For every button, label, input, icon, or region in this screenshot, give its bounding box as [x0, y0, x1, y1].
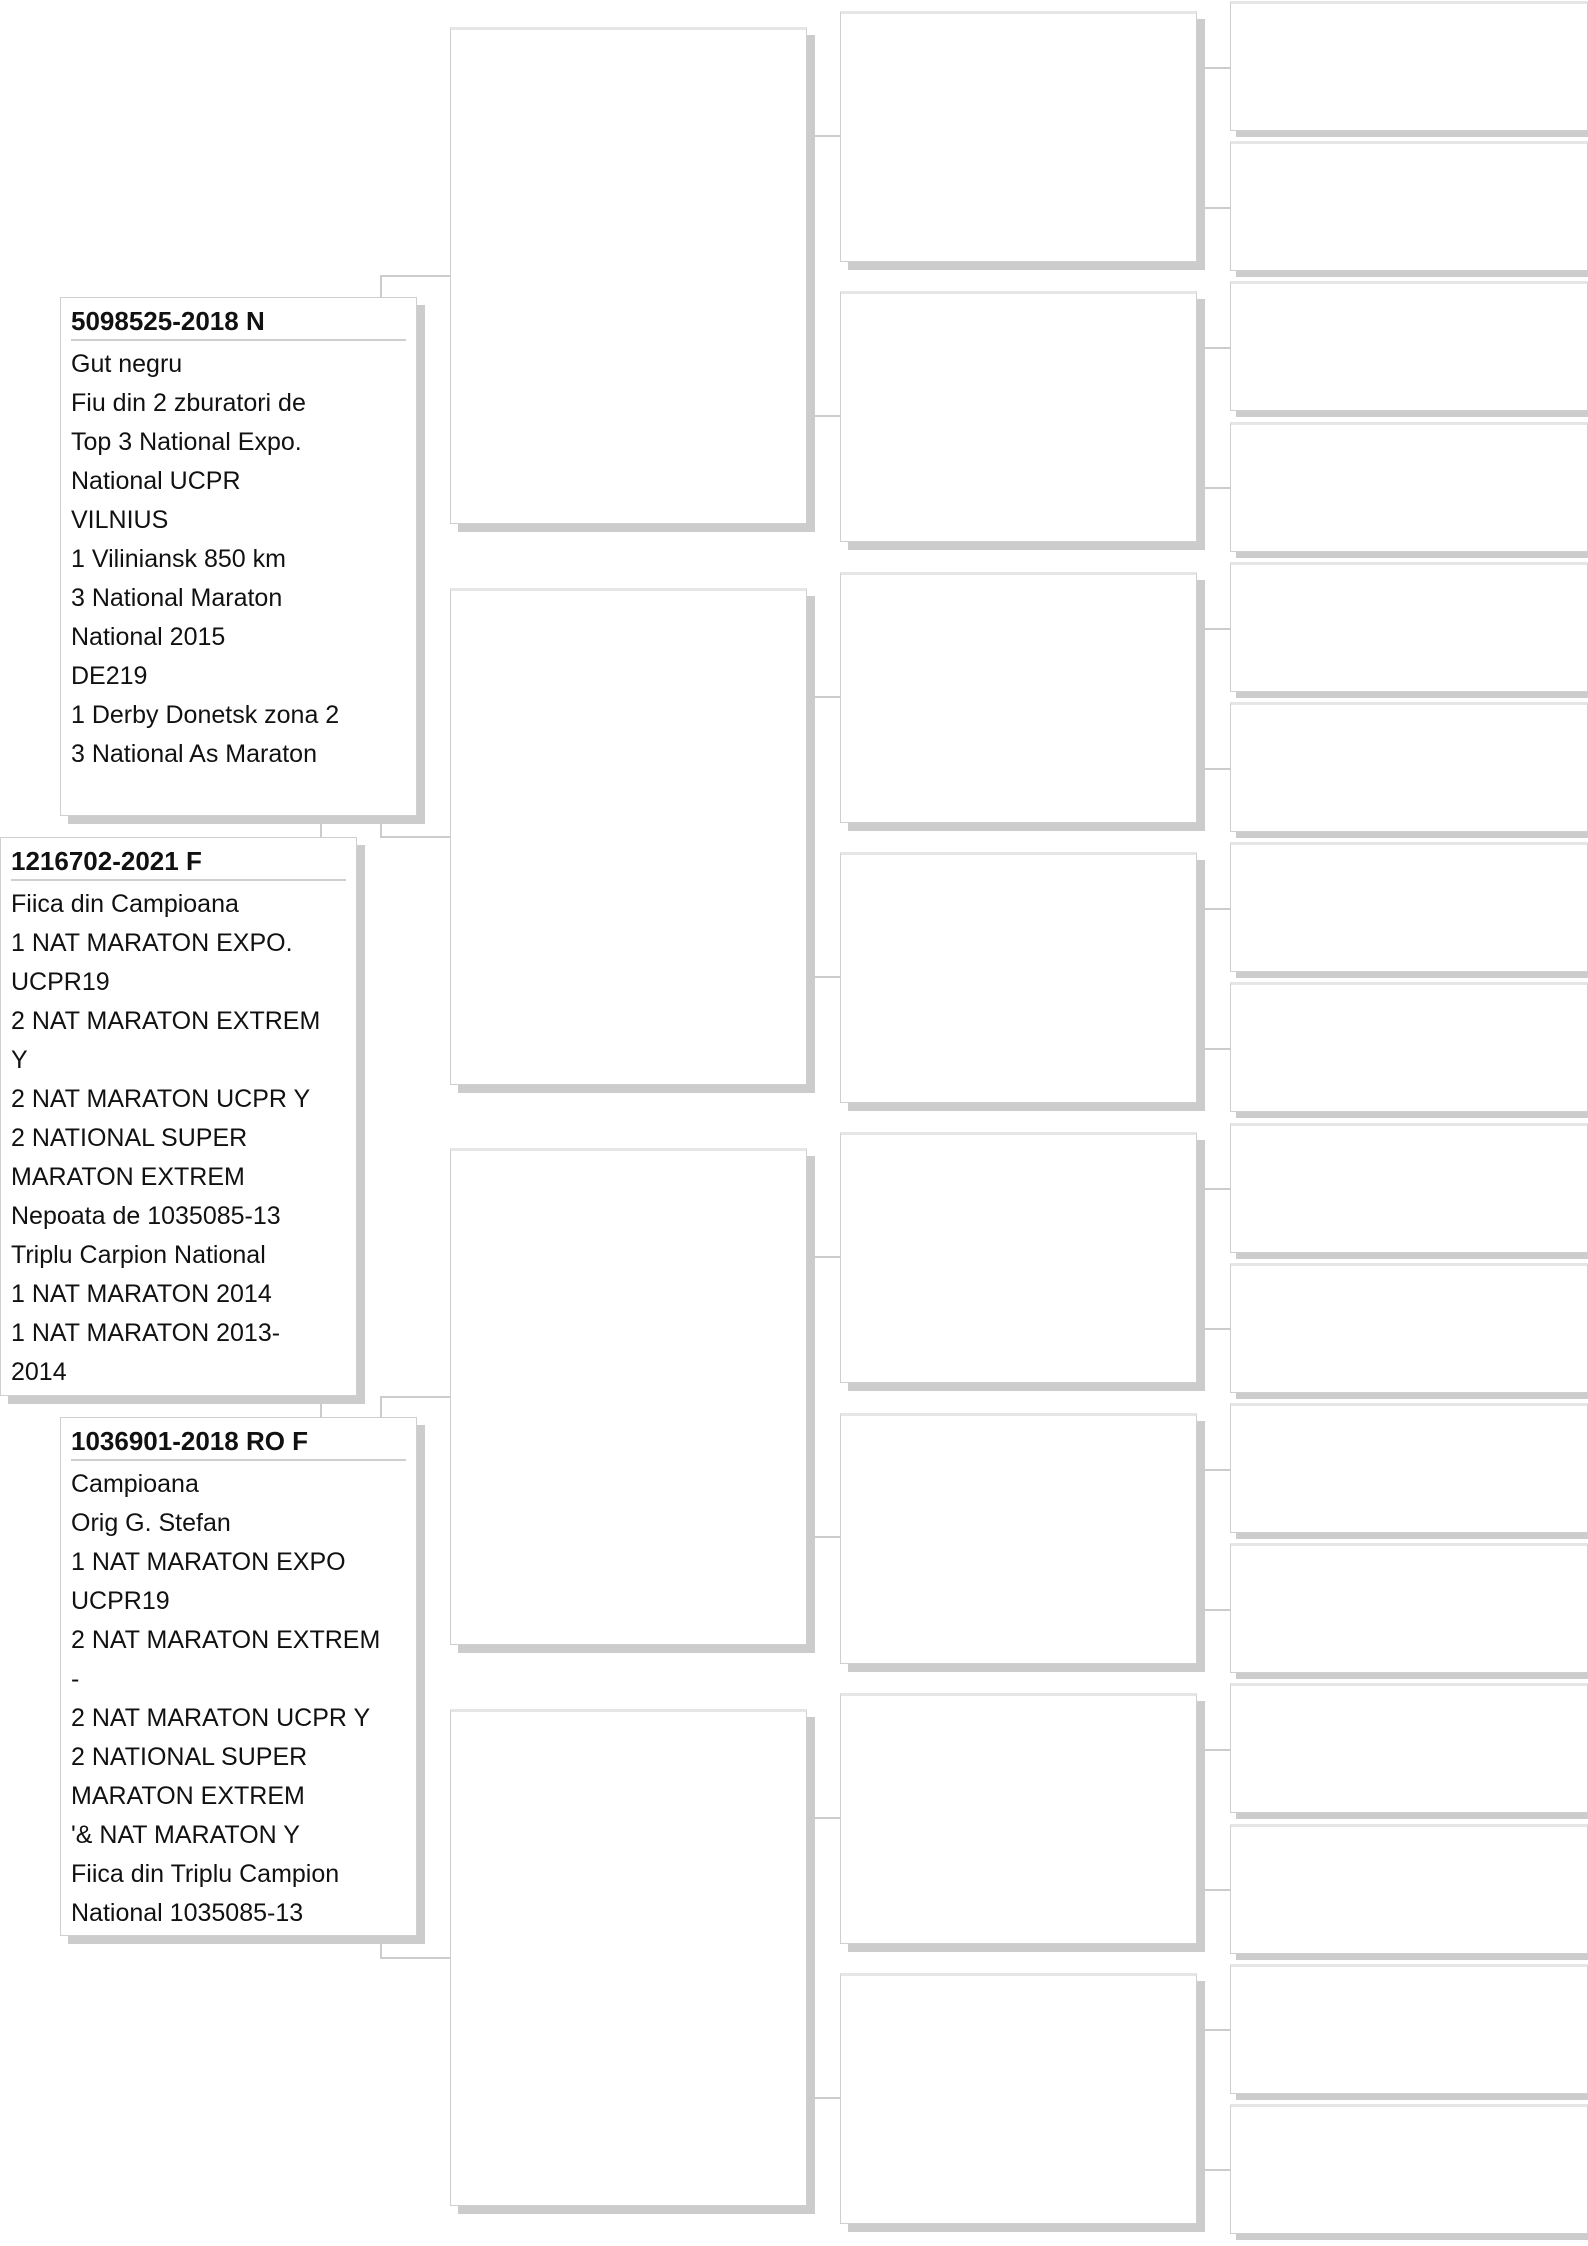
dam-note: -	[71, 1665, 80, 1693]
dam-notes	[71, 1465, 406, 1933]
subject-note: 2 NATIONAL SUPER	[11, 1124, 248, 1152]
connector-line	[380, 836, 450, 838]
great-great-grandparent-card-empty	[1230, 281, 1588, 411]
connector-line	[1198, 1328, 1230, 1330]
connector-line	[1198, 1609, 1230, 1611]
subject-note: 2 NAT MARATON EXTREM	[11, 1007, 321, 1035]
connector-line	[808, 415, 840, 417]
great-grandparent-card-empty	[840, 852, 1197, 1103]
dam-note: 2 NATIONAL SUPER	[71, 1743, 308, 1771]
dam-note: MARATON EXTREM	[71, 1782, 305, 1810]
dam-ring-number: 1036901-2018 RO F	[71, 1424, 406, 1461]
great-great-grandparent-card-empty	[1230, 1683, 1588, 1813]
connector-line	[808, 1536, 840, 1538]
subject-card[interactable]	[0, 837, 357, 1396]
dam-note: 2 NAT MARATON UCPR Y	[71, 1704, 371, 1732]
sire-note: National 2015	[71, 623, 226, 651]
connector-line	[380, 1957, 450, 1959]
sire-ring-number: 5098525-2018 N	[71, 304, 406, 341]
great-great-grandparent-card-empty	[1230, 1824, 1588, 1954]
grandparent-card-empty	[450, 1709, 807, 2206]
subject-note: 1 NAT MARATON 2013-	[11, 1319, 281, 1347]
connector-line	[1198, 2169, 1230, 2171]
subject-note: 1 NAT MARATON EXPO.	[11, 929, 293, 957]
great-great-grandparent-card-empty	[1230, 141, 1588, 271]
great-grandparent-card-empty	[840, 1973, 1197, 2224]
great-great-grandparent-card-empty	[1230, 422, 1588, 552]
grandparent-card-empty	[450, 1148, 807, 1645]
great-grandparent-card-empty	[840, 572, 1197, 823]
dam-note: Orig G. Stefan	[71, 1509, 231, 1537]
connector-line	[808, 1256, 840, 1258]
subject-note: Y	[11, 1046, 28, 1074]
great-great-grandparent-card-empty	[1230, 702, 1588, 832]
sire-note: DE219	[71, 662, 148, 690]
subject-note: MARATON EXTREM	[11, 1163, 245, 1191]
subject-note: UCPR19	[11, 968, 110, 996]
subject-note: Fiica din Campioana	[11, 890, 239, 918]
sire-note: 3 National As Maraton	[71, 740, 317, 768]
subject-note: Triplu Carpion National	[11, 1241, 266, 1269]
subject-note: 2 NAT MARATON UCPR Y	[11, 1085, 311, 1113]
connector-line	[1198, 1469, 1230, 1471]
connector-line	[320, 1396, 322, 1417]
connector-line	[1198, 67, 1230, 69]
dam-note: UCPR19	[71, 1587, 170, 1615]
sire-notes	[71, 345, 406, 774]
dam-card[interactable]	[60, 1417, 417, 1936]
connector-line	[808, 696, 840, 698]
connector-line	[808, 2097, 840, 2099]
great-great-grandparent-card-empty	[1230, 1, 1588, 131]
grandparent-card-empty	[450, 27, 807, 524]
sire-note: Top 3 National Expo.	[71, 428, 302, 456]
great-great-grandparent-card-empty	[1230, 1263, 1588, 1393]
subject-notes	[11, 885, 346, 1392]
great-great-grandparent-card-empty	[1230, 842, 1588, 972]
great-great-grandparent-card-empty	[1230, 2104, 1588, 2234]
sire-note: VILNIUS	[71, 506, 169, 534]
dam-note: '& NAT MARATON Y	[71, 1821, 300, 1849]
connector-line	[380, 1396, 382, 1417]
connector-line	[1198, 1048, 1230, 1050]
dam-note: Fiica din Triplu Campion	[71, 1860, 340, 1888]
sire-card[interactable]	[60, 297, 417, 816]
connector-line	[808, 135, 840, 137]
subject-note: Nepoata de 1035085-13	[11, 1202, 281, 1230]
connector-line	[1198, 628, 1230, 630]
connector-line	[380, 275, 450, 277]
connector-line	[1198, 768, 1230, 770]
dam-note: Campioana	[71, 1470, 199, 1498]
connector-line	[1198, 1749, 1230, 1751]
sire-note: Gut negru	[71, 350, 183, 378]
connector-line	[1198, 1889, 1230, 1891]
great-great-grandparent-card-empty	[1230, 1543, 1588, 1673]
connector-line	[380, 816, 382, 836]
great-grandparent-card-empty	[840, 1132, 1197, 1383]
great-great-grandparent-card-empty	[1230, 1123, 1588, 1253]
subject-note: 1 NAT MARATON 2014	[11, 1280, 272, 1308]
great-great-grandparent-card-empty	[1230, 982, 1588, 1112]
subject-note: 2014	[11, 1358, 67, 1386]
subject-ring-number: 1216702-2021 F	[11, 844, 346, 881]
connector-line	[1198, 207, 1230, 209]
sire-note: 1 Viliniansk 850 km	[71, 545, 286, 573]
great-great-grandparent-card-empty	[1230, 1403, 1588, 1533]
connector-line	[380, 1396, 450, 1398]
connector-line	[1198, 347, 1230, 349]
connector-line	[1198, 487, 1230, 489]
great-grandparent-card-empty	[840, 291, 1197, 542]
great-grandparent-card-empty	[840, 1413, 1197, 1664]
sire-note: 3 National Maraton	[71, 584, 283, 612]
sire-note: 1 Derby Donetsk zona 2	[71, 701, 340, 729]
connector-line	[808, 1817, 840, 1819]
connector-line	[808, 976, 840, 978]
great-grandparent-card-empty	[840, 11, 1197, 262]
connector-line	[380, 1936, 382, 1957]
sire-note: Fiu din 2 zburatori de	[71, 389, 306, 417]
connector-line	[380, 275, 382, 297]
grandparent-card-empty	[450, 588, 807, 1085]
great-great-grandparent-card-empty	[1230, 1964, 1588, 2094]
connector-line	[1198, 1188, 1230, 1190]
great-grandparent-card-empty	[840, 1693, 1197, 1944]
dam-note: 1 NAT MARATON EXPO	[71, 1548, 346, 1576]
dam-note: 2 NAT MARATON EXTREM	[71, 1626, 381, 1654]
connector-line	[320, 816, 322, 837]
connector-line	[1198, 908, 1230, 910]
great-great-grandparent-card-empty	[1230, 562, 1588, 692]
sire-note: National UCPR	[71, 467, 241, 495]
connector-line	[1198, 2029, 1230, 2031]
dam-note: National 1035085-13	[71, 1899, 304, 1927]
